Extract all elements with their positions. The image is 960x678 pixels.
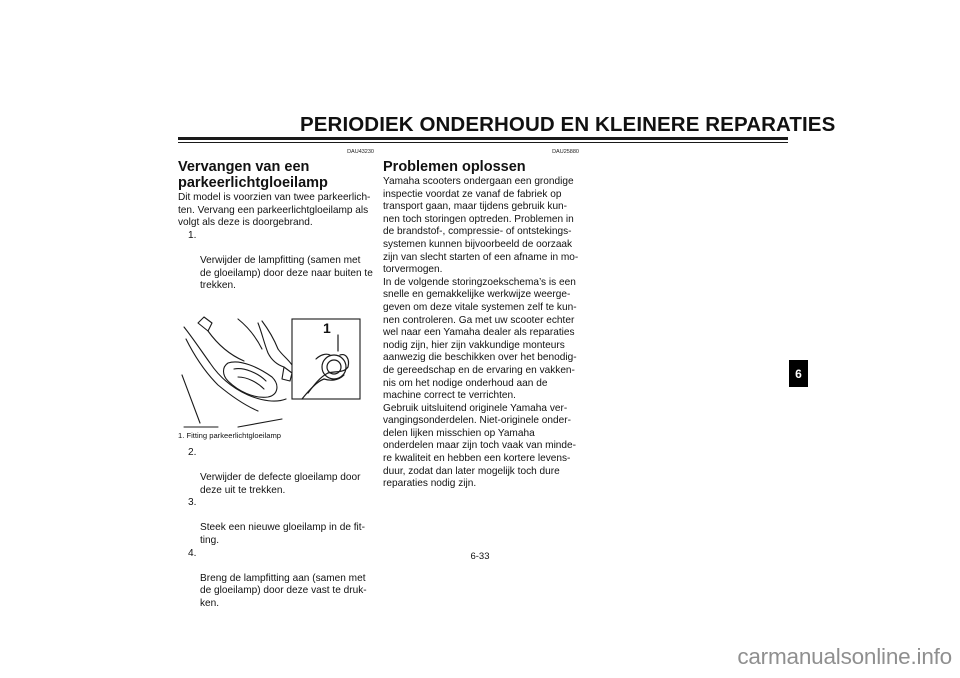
steps-list-before <box>178 230 374 293</box>
chapter-tab: 6 <box>789 360 808 387</box>
section-heading: Vervangen van een parkeerlichtgloeilamp <box>178 159 328 191</box>
page-number: 6-33 <box>470 551 490 562</box>
callout-number: 1 <box>323 319 331 336</box>
section-code: DAU43230 <box>347 149 374 155</box>
header-rule-thick <box>178 137 788 140</box>
step-number: 1. <box>188 229 197 241</box>
right-column <box>383 148 579 491</box>
step-text: Steek een nieuwe gloeilamp in de fit- ting. <box>200 522 365 546</box>
page-header-title: PERIODIEK ONDERHOUD EN KLEINERE REPARATIES <box>300 113 836 136</box>
section-code: DAU25880 <box>552 149 579 155</box>
header-rule-thin <box>178 142 788 143</box>
left-column <box>178 148 374 610</box>
step-text: Breng de lampfitting aan (samen met de gloeilamp) door deze vast te druk- ken. <box>200 572 367 609</box>
step-number: 3. <box>188 497 197 509</box>
steps-list-after <box>178 447 374 611</box>
watermark-text: carmanualsonline.info <box>737 644 952 669</box>
scooter-headlight-drawing <box>178 315 374 429</box>
parking-light-illustration <box>178 315 374 429</box>
troubleshooting-paragraph-1: Yamaha scooters ondergaan een grondige inspectie voordat ze vanaf de fabriek op transport gaan, maar tijdens gebruik kun- nen toch storingen optreden. Problemen in de brandstof-, compressie- of ontstekings- systemen kunnen bijvoorbeeld de oorzaak zijn van slecht starten of een afname in mo- torvermogen. <box>383 176 579 276</box>
troubleshooting-paragraph-2: In de volgende storingzoekschema’s is een snelle en gemakkelijke werkwijze weerge- geven om deze vitale systemen zelf te kun- nen controleren. Ga met uw scooter echter wel naar een Yamaha dealer als reparaties nodig zijn, hier zijn vakkundige monteurs aanwezig die beschikken over het benodig- de gereedschap en de ervaring en vakken- nis om het nodige onderhoud aan de machine correct te verrichten. <box>383 276 577 402</box>
section-heading: Problemen oplossen <box>383 159 526 175</box>
step-text: Verwijder de lampfitting (samen met de gloeilamp) door deze naar buiten te trekken. <box>200 254 373 292</box>
step-number: 4. <box>188 547 197 559</box>
step-number: 2. <box>188 446 197 458</box>
figure-caption: 1. Fitting parkeerlichtgloeilamp <box>178 430 281 440</box>
step-item <box>178 447 374 497</box>
intro-paragraph: Dit model is voorzien van twee parkeerlich- ten. Vervang een parkeerlichtgloeilamp als volgt als deze is doorgebrand. <box>178 192 371 229</box>
troubleshooting-paragraph-3: Gebruik uitsluitend originele Yamaha ver- vangingsonderdelen. Niet-originele onder- delen lijken misschien op Yamaha onderdelen maar zijn toch vaak van minde- re kwaliteit en hebben een kortere levens- duur, zodat dan later mogelijk toch dure reparaties nodig zijn. <box>383 402 577 490</box>
step-item <box>178 497 374 547</box>
step-item <box>178 230 374 293</box>
step-item <box>178 548 374 611</box>
step-text: Verwijder de defecte gloeilamp door deze uit te trekken. <box>200 471 361 496</box>
